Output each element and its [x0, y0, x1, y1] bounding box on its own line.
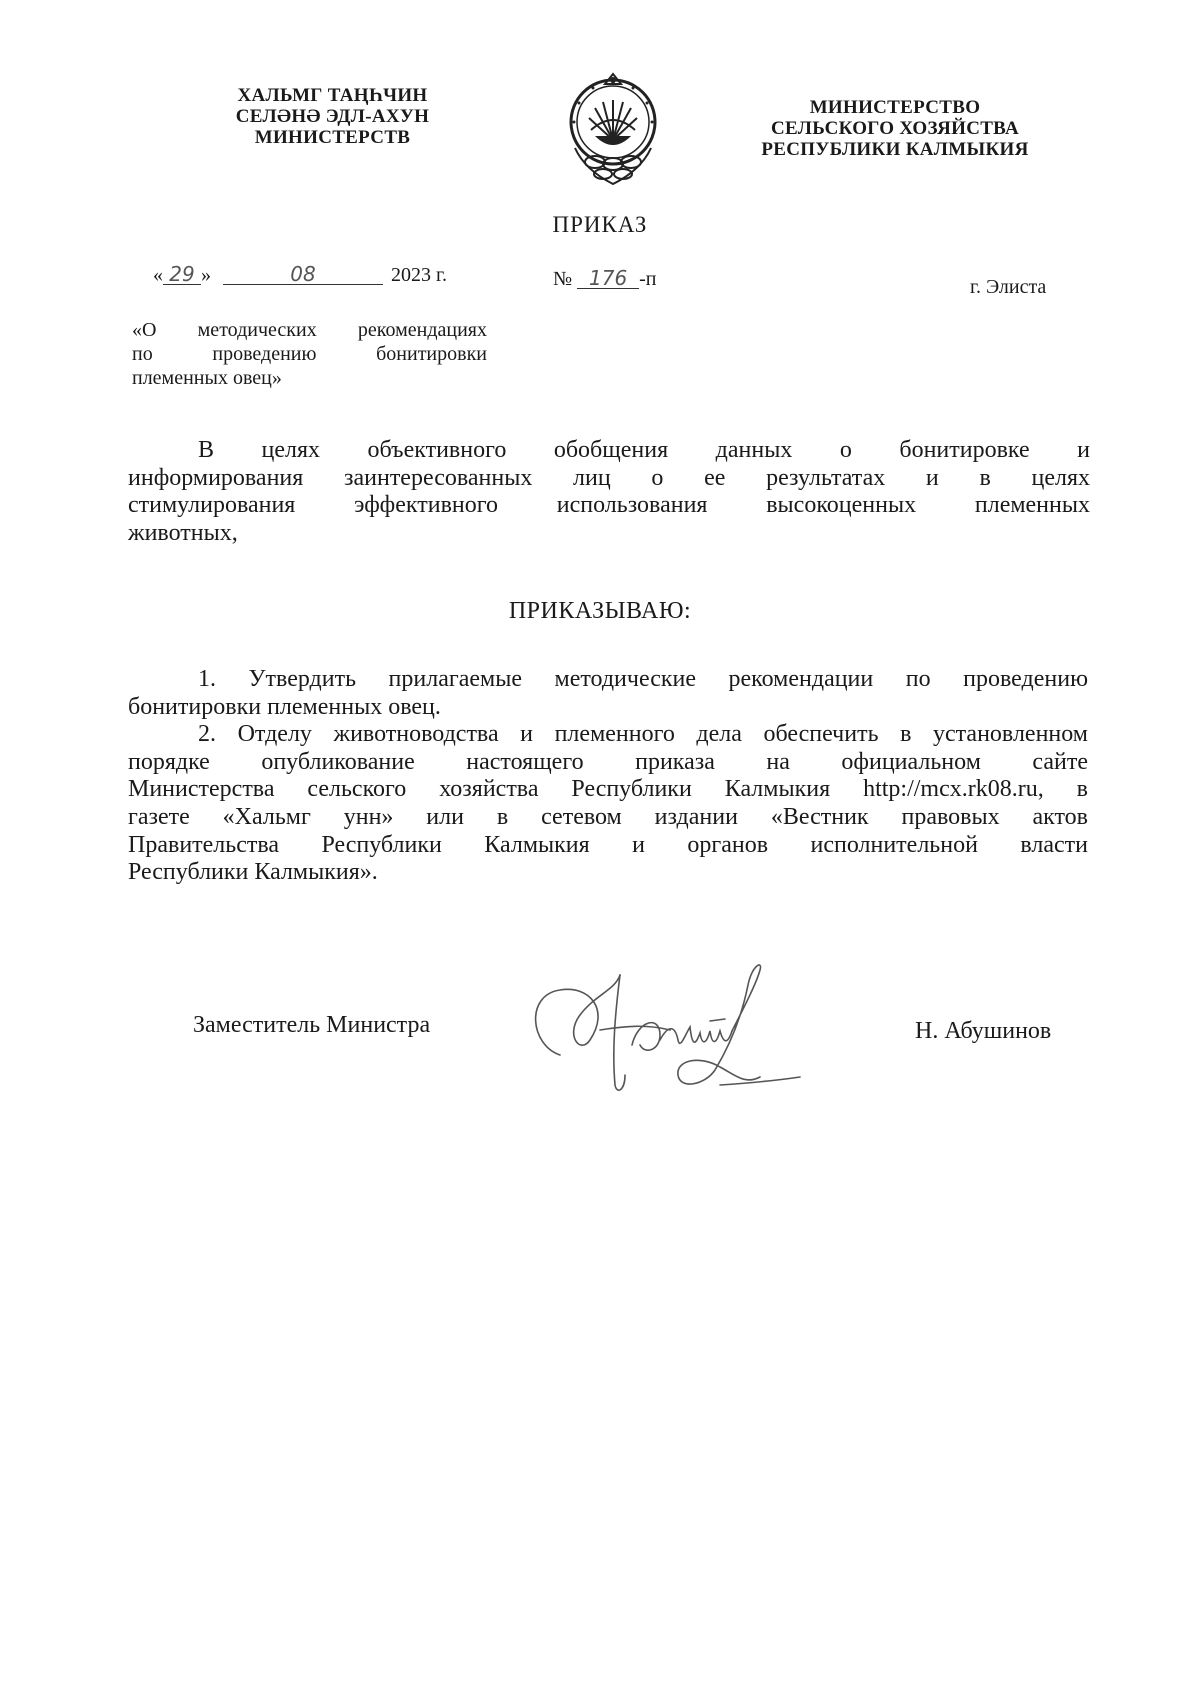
item-2-line: Республики Калмыкия». — [128, 859, 378, 886]
item-2-line: газете «Хальмг унн» или в сетевом издании «Вестник правовых актов — [128, 803, 1088, 830]
item-2-line: Правительства Республики Калмыкия и органов исполнительной власти — [128, 831, 1088, 858]
item-2-line: Министерства сельского хозяйства Республики Калмыкия http://mcx.rk08.ru, в — [128, 776, 1088, 803]
preamble-line: В целях объективного обобщения данных о бонитировке и — [198, 437, 1090, 463]
subject-line: племенных овец» — [132, 367, 282, 389]
date-month-handwritten: 08 — [223, 264, 383, 285]
preamble-line: животных, — [128, 519, 238, 546]
preamble-line: информирования заинтересованных лиц о ее результатах и в целях — [128, 464, 1090, 491]
header-right-line: РЕСПУБЛИКИ КАЛМЫКИЯ — [761, 139, 1029, 160]
city: г. Элиста — [970, 276, 1047, 298]
number-sign: № — [553, 268, 573, 290]
header-left-kalmyk — [200, 85, 465, 148]
preamble-paragraph — [128, 437, 1090, 547]
header-left-line: СЕЛӘНӘ ЭДЛ-АХУН — [235, 106, 430, 127]
order-number — [553, 268, 656, 291]
signer-name: Н. Абушинов — [915, 1018, 1052, 1044]
subject-line: «О методических рекомендациях — [132, 319, 487, 341]
header-right-russian — [745, 97, 1045, 160]
number-value-handwritten: 176 — [577, 268, 639, 289]
item-2-line: порядке опубликование настоящего приказа на официальном сайте — [128, 748, 1088, 775]
header-right-line: МИНИСТЕРСТВО — [809, 97, 981, 118]
preamble-line: стимулирования эффективного использования высокоценных племенных — [128, 492, 1090, 519]
date-day-handwritten: 29 — [163, 264, 201, 285]
header-left-line: МИНИСТЕРСТВ — [254, 127, 411, 148]
item-1-line: бонитировки племенных овец. — [128, 693, 441, 720]
signer-position: Заместитель Министра — [193, 1012, 431, 1038]
handwritten-signature-icon — [520, 955, 830, 1105]
order-heading: ПРИКАЗЫВАЮ: — [508, 598, 692, 624]
number-suffix: -п — [639, 268, 657, 290]
order-date — [153, 264, 447, 287]
date-open-quote: « — [153, 264, 163, 286]
date-year: 2023 г. — [391, 264, 447, 286]
header-left-line: ХАЛЬМГ ТАҢҺЧИН — [237, 85, 428, 106]
kalmykia-coat-of-arms-icon — [565, 70, 661, 188]
item-1-line: 1. Утвердить прилагаемые методические рекомендации по проведению — [198, 666, 1088, 692]
item-2-line: 2. Отделу животноводства и племенного дела обеспечить в установленном — [198, 721, 1088, 748]
date-close-quote: » — [201, 264, 211, 286]
document-type-title: ПРИКАЗ — [552, 212, 648, 237]
header-right-line: СЕЛЬСКОГО ХОЗЯЙСТВА — [771, 118, 1019, 139]
order-items — [128, 666, 1088, 887]
order-subject — [132, 318, 487, 390]
subject-line: по проведению бонитировки — [132, 343, 487, 365]
